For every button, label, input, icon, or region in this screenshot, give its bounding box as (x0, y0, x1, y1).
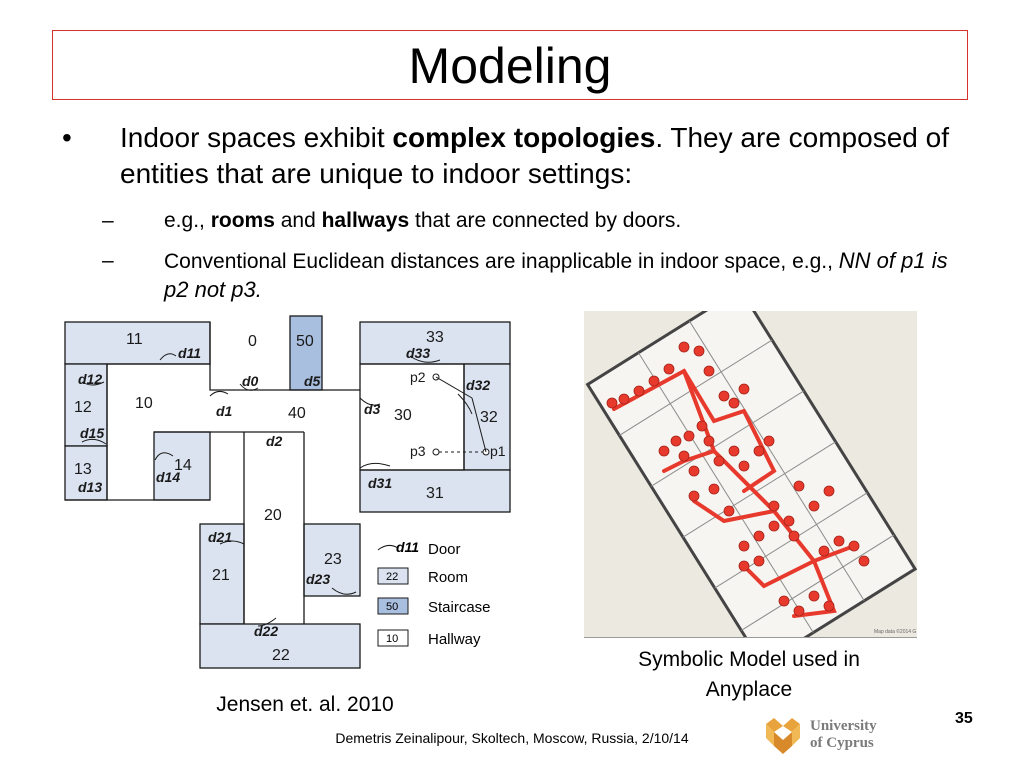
legend-door-curve (378, 545, 398, 550)
bullet-pre: Indoor spaces exhibit (120, 122, 393, 153)
label-door-d15: d15 (80, 425, 105, 441)
label-room-13: 13 (74, 461, 92, 478)
footer-text: Demetris Zeinalipour, Skoltech, Moscow, Russia, 2/10/14 (335, 730, 689, 746)
label-room-10: 10 (135, 395, 153, 412)
label-p3: p3 (410, 443, 426, 459)
map-caption-line1: Symbolic Model used in (638, 648, 860, 671)
logo-line2: of Cyprus (810, 735, 874, 751)
sub1-hallways: hallways (321, 209, 410, 232)
label-room-14: 14 (174, 457, 192, 474)
label-door-d1: d1 (216, 403, 233, 419)
label-room-12: 12 (74, 399, 92, 416)
logo-line1: University (810, 718, 877, 734)
point-p3 (433, 449, 439, 455)
floor-plan-diagram (60, 312, 520, 672)
sub2-italic: NN of p1 is p2 not p3. (164, 248, 948, 302)
sub1-mid: and (274, 209, 322, 232)
sub-bullet-2-text (164, 247, 964, 305)
sub1-rooms: rooms (210, 209, 275, 232)
legend-room-label: Room (428, 569, 469, 586)
legend-stair-sample: 50 (386, 601, 399, 613)
label-room-21: 21 (212, 567, 230, 584)
label-door-d2: d2 (266, 433, 283, 449)
label-room-33: 33 (426, 329, 444, 346)
legend-hall-sample: 10 (386, 633, 399, 645)
label-room-23: 23 (324, 551, 342, 568)
sub1-post: that are connected by doors. (409, 209, 682, 232)
sub-bullet-1-text (164, 207, 964, 235)
label-door-d12: d12 (78, 371, 103, 387)
label-staircase-50: 50 (296, 333, 314, 350)
legend-door-label: Door (428, 541, 461, 558)
label-door-d13: d13 (78, 479, 103, 495)
label-door-d21: d21 (208, 529, 233, 545)
bullet-text (120, 120, 980, 192)
slide-title: Modeling (408, 38, 612, 94)
label-door-d22: d22 (254, 623, 279, 639)
map-caption-line2: Anyplace (705, 678, 793, 701)
page-number: 35 (955, 710, 973, 727)
label-door-d14: d14 (156, 469, 181, 485)
label-door-d23: d23 (306, 571, 331, 587)
map-caption (596, 645, 902, 705)
label-room-0: 0 (248, 333, 257, 350)
label-room-40: 40 (288, 405, 306, 422)
label-door-d3: d3 (364, 401, 381, 417)
door-d31-curve (360, 463, 390, 468)
label-hallway-20: 20 (264, 507, 282, 524)
legend (378, 539, 491, 648)
floor-plan-caption: Jensen et. al. 2010 (216, 693, 394, 716)
bullet-bold: complex topologies (392, 122, 656, 153)
legend-door-sample: d11 (396, 539, 420, 555)
map-attribution: Map data ©2014 G (874, 629, 917, 635)
legend-hall-label: Hallway (428, 631, 481, 648)
label-room-11: 11 (126, 331, 143, 348)
legend-stair-label: Staircase (428, 599, 491, 616)
label-room-32: 32 (480, 409, 498, 426)
label-room-30: 30 (394, 407, 412, 424)
label-room-31: 31 (426, 485, 444, 502)
map-bottom-rule (584, 637, 917, 638)
label-door-d5: d5 (304, 373, 321, 389)
bullet-post: . They are composed of entities that are unique to indoor settings: (120, 122, 949, 189)
sub-bullet-mark: – (102, 209, 114, 232)
title-box (52, 30, 968, 100)
legend-room-sample: 22 (386, 571, 399, 583)
sub1-pre: e.g., (164, 209, 211, 232)
label-door-d11: d11 (178, 345, 202, 361)
label-p2: p2 (410, 369, 426, 385)
label-door-d33: d33 (406, 345, 431, 361)
door-d1-curve (210, 391, 228, 396)
bullet-mark: • (62, 122, 72, 153)
anyplace-map (584, 311, 917, 637)
label-door-d32: d32 (466, 377, 491, 393)
sub-bullet-mark: – (102, 249, 114, 272)
hallway-40-top (210, 364, 360, 390)
label-door-d0: d0 (242, 373, 259, 389)
sub2-pre: Conventional Euclidean distances are inapplicable in indoor space, e.g., (164, 250, 839, 273)
label-door-d31: d31 (368, 475, 393, 491)
label-p1: p1 (490, 443, 506, 459)
label-room-22: 22 (272, 647, 290, 664)
